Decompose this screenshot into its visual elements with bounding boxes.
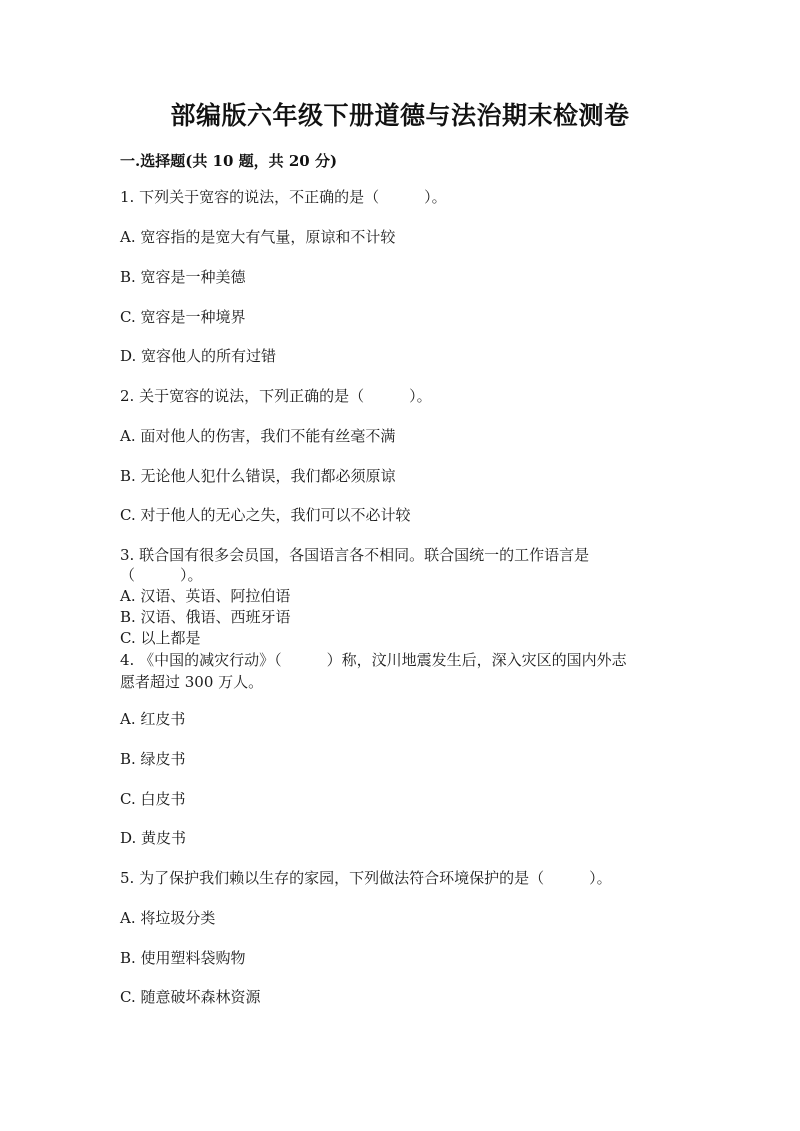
question-4-option-b: B. 绿皮书 <box>120 750 186 768</box>
question-1-option-a: A. 宽容指的是宽大有气量，原谅和不计较 <box>120 228 396 246</box>
question-1-option-b: B. 宽容是一种美德 <box>120 268 246 286</box>
question-3-stem-line-2: （ ）。 <box>120 566 203 584</box>
question-2-option-c: C. 对于他人的无心之失，我们可以不必计较 <box>120 506 411 524</box>
question-3-option-b: B. 汉语、俄语、西班牙语 <box>120 608 291 626</box>
question-2-stem: 2. 关于宽容的说法，下列正确的是（ ）。 <box>120 387 432 405</box>
question-2-option-b: B. 无论他人犯什么错误，我们都必须原谅 <box>120 467 396 485</box>
question-4-stem-line-1: 4. 《中国的减灾行动》（ ）称，汶川地震发生后，深入灾区的国内外志 <box>120 651 627 669</box>
question-4-stem-line-2: 愿者超过 300 万人。 <box>120 673 264 691</box>
question-3-stem-line-1: 3. 联合国有很多会员国，各国语言各不相同。联合国统一的工作语言是 <box>120 546 590 564</box>
question-4-option-a: A. 红皮书 <box>120 710 186 728</box>
question-1-stem: 1. 下列关于宽容的说法，不正确的是（ ）。 <box>120 188 447 206</box>
question-5-option-c: C. 随意破坏森林资源 <box>120 988 261 1006</box>
question-5-option-a: A. 将垃圾分类 <box>120 909 216 927</box>
question-1-option-d: D. 宽容他人的所有过错 <box>120 347 277 365</box>
question-5-stem: 5. 为了保护我们赖以生存的家园，下列做法符合环境保护的是（ ）。 <box>120 869 612 887</box>
question-3-option-a: A. 汉语、英语、阿拉伯语 <box>120 587 291 605</box>
page-title: 部编版六年级下册道德与法治期末检测卷 <box>170 101 630 130</box>
question-5-option-b: B. 使用塑料袋购物 <box>120 949 246 967</box>
question-2-option-a: A. 面对他人的伤害，我们不能有丝毫不满 <box>120 427 396 445</box>
question-4-option-d: D. 黄皮书 <box>120 829 187 847</box>
section-heading: 一.选择题(共 10 题，共 20 分) <box>120 152 338 170</box>
question-1-option-c: C. 宽容是一种境界 <box>120 308 246 326</box>
question-4-option-c: C. 白皮书 <box>120 790 186 808</box>
question-3-option-c: C. 以上都是 <box>120 629 201 647</box>
